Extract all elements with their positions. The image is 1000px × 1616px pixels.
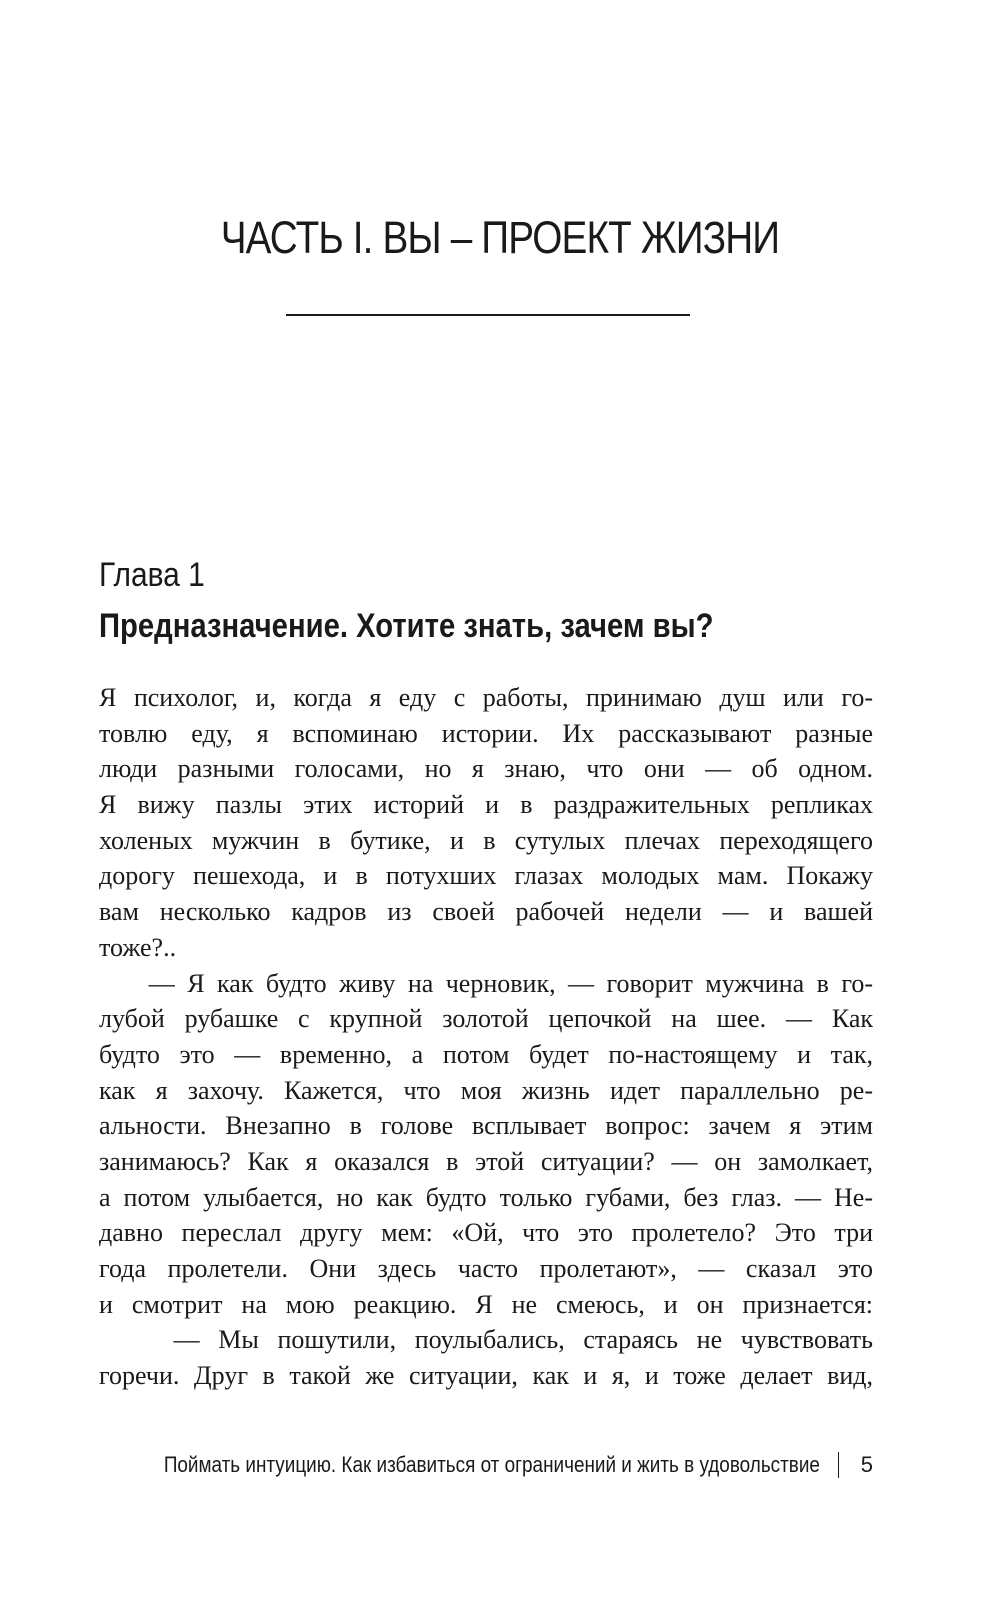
body-line: давно переслал другу мем: «Ой, что это пролетело? Это три: [99, 1218, 873, 1248]
footer-separator: [838, 1452, 839, 1478]
part-title-rule: [286, 314, 690, 316]
page-number: 5: [860, 1452, 873, 1477]
body-line: как я захочу. Кажется, что моя жизнь идет параллельно ре-: [99, 1075, 873, 1105]
body-line: холеных мужчин в бутике, и в сутулых плечах переходящего: [99, 825, 873, 855]
footer-book-title: Поймать интуицию. Как избавиться от ограничений и жить в удовольствие: [163, 1452, 820, 1477]
body-line: люди разными голосами, но я знаю, что они — об одном.: [99, 754, 873, 784]
body-line: горечи. Друг в такой же ситуации, как и я, и тоже делает вид,: [99, 1361, 873, 1391]
body-line: вам несколько кадров из своей рабочей недели — и вашей: [99, 897, 873, 927]
running-footer: [57, 1450, 873, 1480]
body-line: — Мы пошутили, поулыбались, стараясь не чувствовать: [99, 1325, 873, 1355]
chapter-label: Глава 1: [99, 556, 205, 594]
body-line: — Я как будто живу на черновик, — говорит мужчина в го-: [99, 968, 873, 998]
body-line: тоже?..: [99, 932, 177, 962]
body-line: занимаюсь? Как я оказался в этой ситуации? — он замолкает,: [99, 1146, 873, 1176]
chapter-title: Предназначение. Хотите знать, зачем вы?: [99, 607, 714, 645]
body-line: Я психолог, и, когда я еду с работы, принимаю душ или го-: [99, 683, 873, 712]
body-text: [99, 680, 873, 1394]
body-line: товлю еду, я вспоминаю истории. Их рассказывают разные: [99, 718, 873, 748]
part-title: ЧАСТЬ I. ВЫ – ПРОЕКТ ЖИЗНИ: [220, 212, 780, 263]
body-line: и смотрит на мою реакцию. Я не смеюсь, и он признается:: [99, 1289, 873, 1319]
body-line: будто это — временно, а потом будет по-настоящему и так,: [99, 1039, 873, 1069]
body-line: а потом улыбается, но как будто только губами, без глаз. — Не-: [99, 1182, 873, 1212]
body-line: лубой рубашке с крупной золотой цепочкой на шее. — Как: [99, 1004, 873, 1034]
body-line: года пролетели. Они здесь часто пролетают», — сказал это: [99, 1254, 873, 1283]
body-line: Я вижу пазлы этих историй и в раздражительных репликах: [99, 790, 873, 820]
body-line: дорогу пешехода, и в потухших глазах молодых мам. Покажу: [99, 861, 873, 891]
body-line: альности. Внезапно в голове всплывает вопрос: зачем я этим: [99, 1111, 873, 1141]
